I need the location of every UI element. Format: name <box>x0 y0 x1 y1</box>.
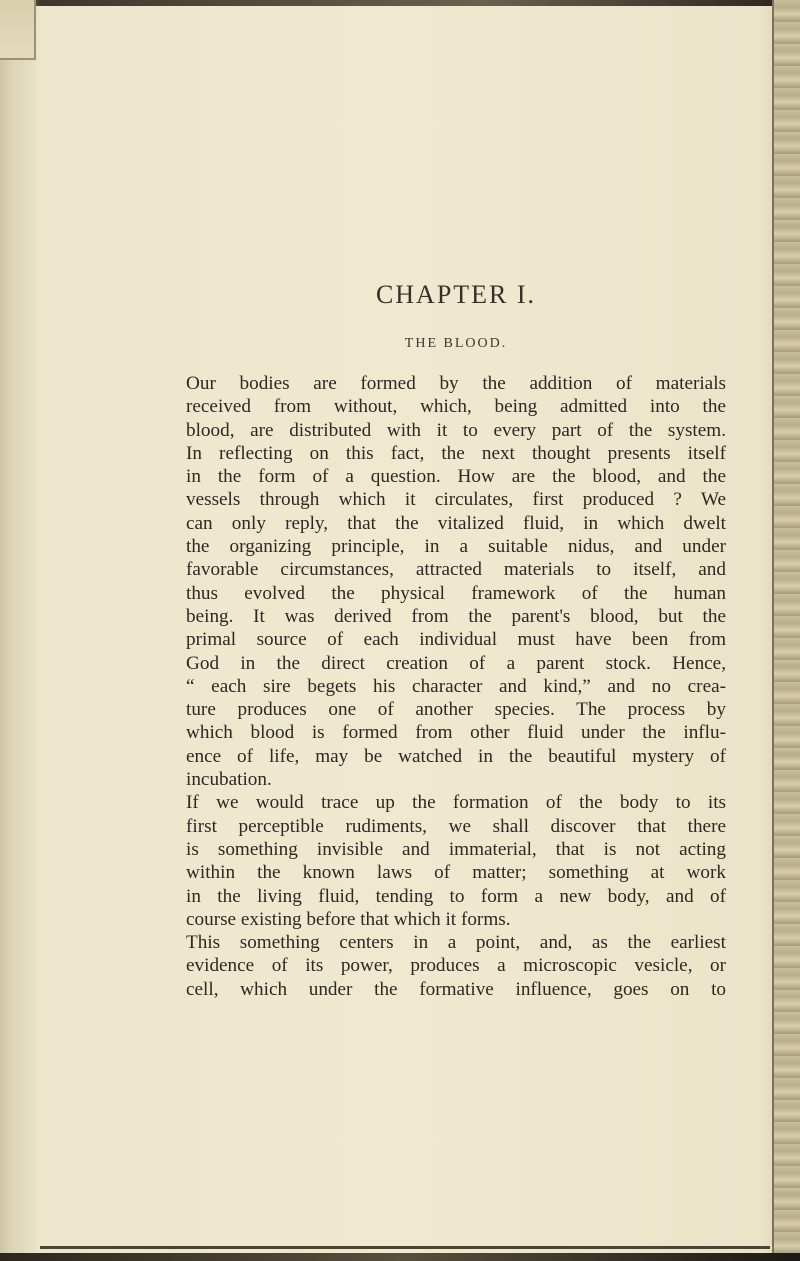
text-line: can only reply, that the vitalized fluid, in which dwelt <box>186 512 726 534</box>
text-line: favorable circumstances, attracted materials to itself, and <box>186 559 726 581</box>
paragraph-2 <box>186 791 726 931</box>
section-title: THE BLOOD. <box>404 336 508 351</box>
paragraph-3 <box>186 931 726 1001</box>
text-line: In reflecting on this fact, the next thought presents itself <box>186 442 726 464</box>
text-line: which blood is formed from other fluid under the influ- <box>186 722 726 744</box>
text-line: God in the direct creation of a parent stock. Hence, <box>186 652 726 674</box>
text-line: in the form of a question. How are the blood, and the <box>186 466 726 488</box>
text-line: Our bodies are formed by the addition of materials <box>186 373 726 394</box>
text-line: is something invisible and immaterial, that is not acting <box>186 838 726 860</box>
text-line: ence of life, may be watched in the beautiful mystery of <box>186 745 726 767</box>
page-gutter-shadow <box>0 0 40 1261</box>
text-line: “ each sire begets his character and kind,” and no crea- <box>186 675 726 697</box>
text-line: vessels through which it circulates, first produced ? We <box>186 489 726 511</box>
text-line: cell, which under the formative influence, goes on to <box>186 978 726 1000</box>
text-line: blood, are distributed with it to every part of the system. <box>186 419 726 441</box>
text-line: the organizing principle, in a suitable nidus, and under <box>186 536 726 558</box>
page-corner-tab <box>0 0 36 60</box>
text-line: first perceptible rudiments, we shall discover that there <box>186 815 726 837</box>
text-line: This something centers in a point, and, as the earliest <box>186 932 726 954</box>
text-line: within the known laws of matter; something at work <box>186 862 726 884</box>
text-line: primal source of each individual must have been from <box>186 629 726 651</box>
page-text-block <box>186 280 726 1001</box>
text-line: received from without, which, being admitted into the <box>186 396 726 418</box>
text-line: evidence of its power, produces a microscopic vesicle, or <box>186 955 726 977</box>
text-line: being. It was derived from the parent's blood, but the <box>186 605 726 627</box>
page-bottom-edge <box>0 1253 800 1261</box>
text-line: thus evolved the physical framework of the human <box>186 582 726 604</box>
page-fore-edge <box>772 0 800 1261</box>
paragraph-1 <box>186 372 726 791</box>
page-bottom-rule <box>40 1246 770 1249</box>
text-line: in the living fluid, tending to form a new body, and of <box>186 885 726 907</box>
text-line: course existing before that which it forms. <box>186 908 511 930</box>
chapter-heading: CHAPTER I. <box>375 280 537 309</box>
page-top-edge <box>0 0 800 6</box>
text-line: incubation. <box>186 769 272 791</box>
text-line: If we would trace up the formation of the body to its <box>186 792 726 814</box>
text-line: ture produces one of another species. The process by <box>186 699 726 721</box>
